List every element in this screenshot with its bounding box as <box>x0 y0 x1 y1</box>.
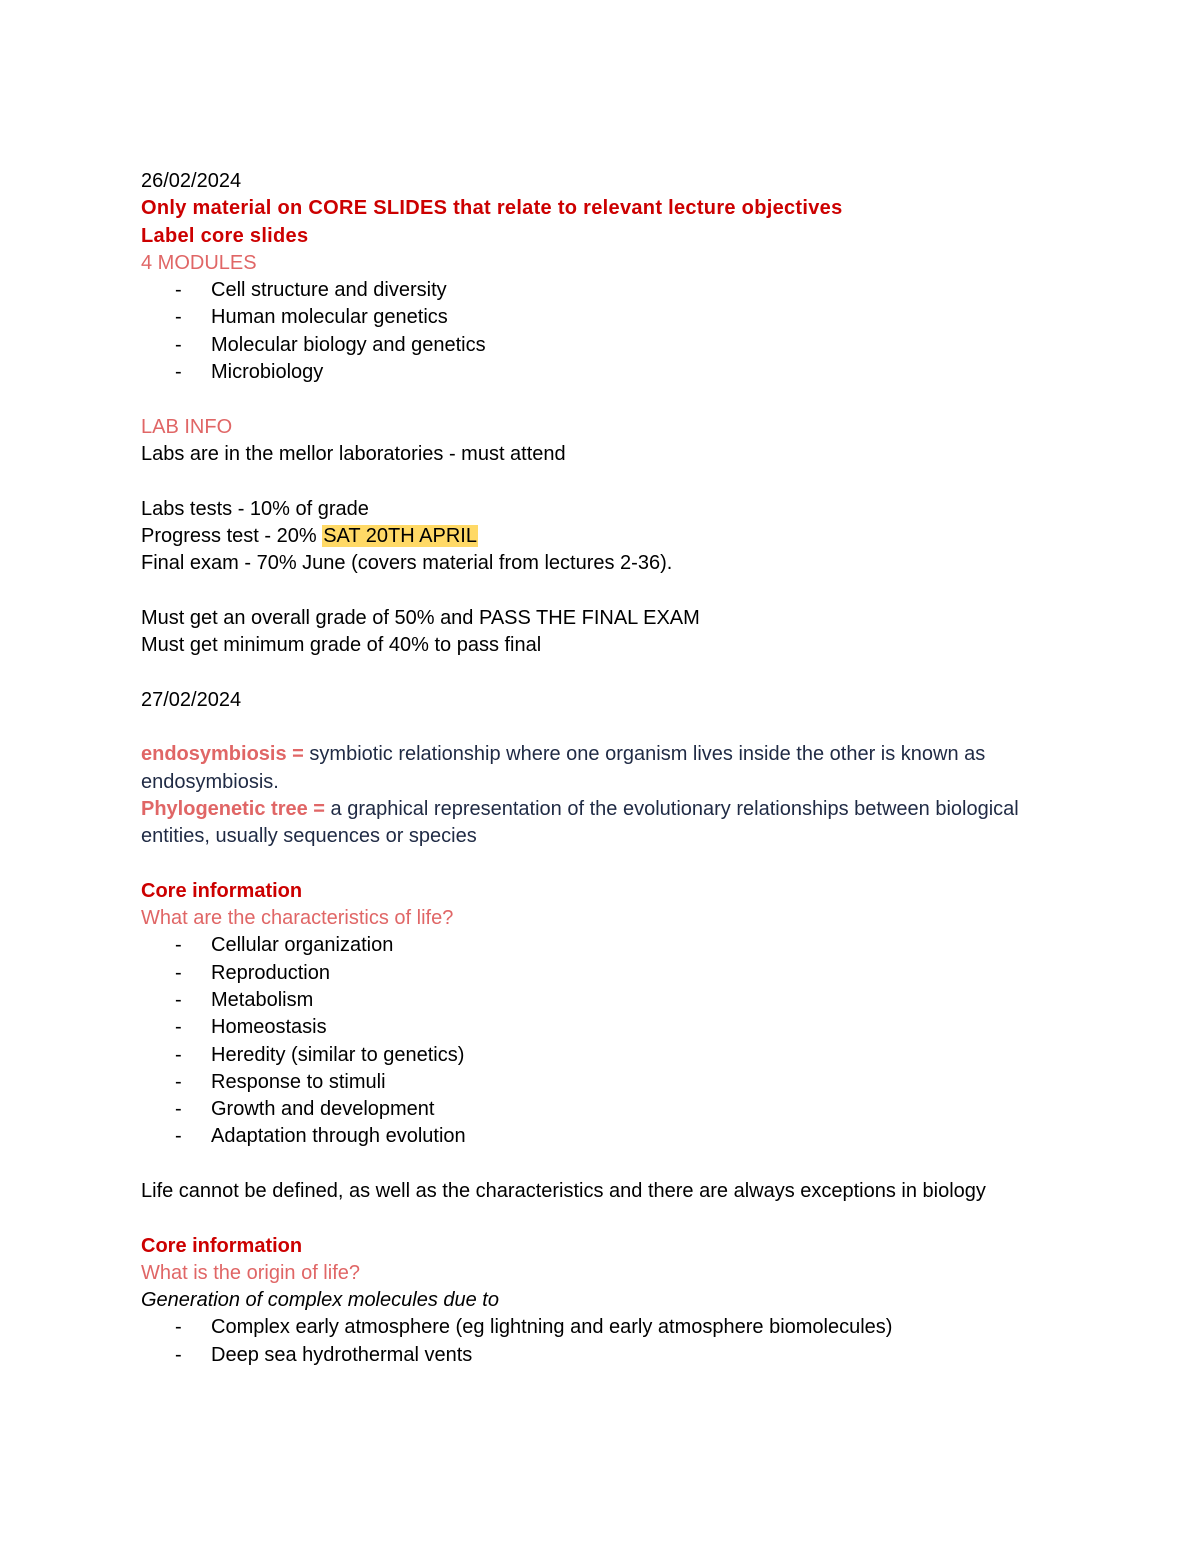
list-item: - Adaptation through evolution <box>141 1123 1061 1150</box>
heading-label-core-slides: Label core slides <box>141 224 309 247</box>
list-item: - Reproduction <box>141 960 1061 987</box>
modules-title: 4 MODULES <box>141 251 257 274</box>
lab-tests: Labs tests - 10% of grade <box>141 497 369 520</box>
origin-question: What is the origin of life? <box>141 1261 360 1284</box>
lab-location: Labs are in the mellor laboratories - must attend <box>141 442 566 465</box>
grade-requirement: Must get an overall grade of 50% and PASS THE FINAL EXAM <box>141 606 700 629</box>
definition-text: a graphical representation of the evolutionary relationships between biological entities, usually sequences or species <box>141 797 1019 848</box>
list-item: - Molecular biology and genetics <box>141 332 1061 359</box>
core-information-title: Core information <box>141 879 303 902</box>
heading-core-slides: Only material on CORE SLIDES that relate to relevant lecture objectives <box>141 197 843 220</box>
list-item: - Deep sea hydrothermal vents <box>141 1342 1061 1369</box>
list-item: - Cell structure and diversity <box>141 277 1061 304</box>
core-information-title-2: Core information <box>141 1234 303 1257</box>
list-item: - Complex early atmosphere (eg lightning and early atmosphere biomolecules) <box>141 1314 1061 1341</box>
final-exam: Final exam - 70% June (covers material from lectures 2-36). <box>141 552 673 575</box>
term-endosymbiosis: endosymbiosis = <box>141 743 304 766</box>
term-phylogenetic-tree: Phylogenetic tree = <box>141 797 325 820</box>
list-item: - Growth and development <box>141 1096 1061 1123</box>
lab-info-title: LAB INFO <box>141 415 233 438</box>
definition-text: symbiotic relationship where one organism lives inside the other is known as endosymbiosis. <box>141 743 986 793</box>
list-item: - Homeostasis <box>141 1014 1061 1041</box>
progress-test-date-highlight: SAT 20TH APRIL <box>323 524 477 547</box>
list-item: - Metabolism <box>141 987 1061 1014</box>
life-note: Life cannot be defined, as well as the characteristics and there are always exceptions in biology <box>141 1179 986 1202</box>
progress-test-text: Progress test - 20% <box>141 524 317 547</box>
origins-list <box>141 1314 1061 1369</box>
document-page <box>141 168 1061 1369</box>
list-item: - Cellular organization <box>141 932 1061 959</box>
list-item: - Response to stimuli <box>141 1069 1061 1096</box>
progress-test <box>141 523 1061 550</box>
definition-endosymbiosis <box>141 741 1061 796</box>
date-heading: 26/02/2024 <box>141 170 242 192</box>
list-item: - Microbiology <box>141 359 1061 386</box>
characteristics-question: What are the characteristics of life? <box>141 907 454 930</box>
origin-intro: Generation of complex molecules due to <box>141 1289 499 1312</box>
characteristics-list <box>141 932 1061 1150</box>
definition-phylogenetic-tree <box>141 796 1061 851</box>
date-heading-2: 27/02/2024 <box>141 688 242 711</box>
list-item: - Heredity (similar to genetics) <box>141 1042 1061 1069</box>
list-item: - Human molecular genetics <box>141 304 1061 331</box>
modules-list <box>141 277 1061 386</box>
minimum-grade: Must get minimum grade of 40% to pass final <box>141 634 542 657</box>
